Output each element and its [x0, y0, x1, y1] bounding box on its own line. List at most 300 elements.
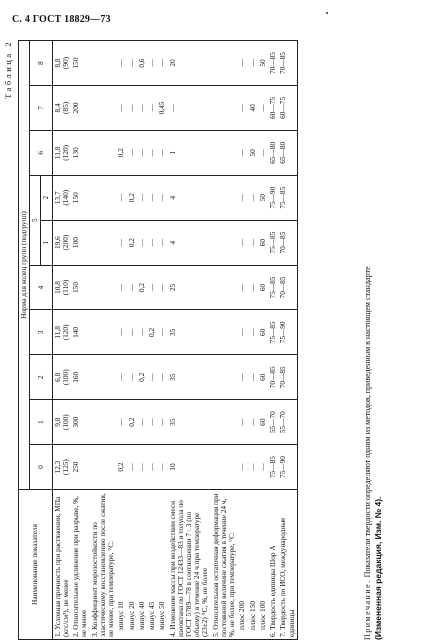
indicator-label: минус 50 — [157, 490, 167, 640]
value-cell — [211, 400, 238, 445]
value-text: 40 — [247, 104, 257, 112]
value-text: 60 — [257, 418, 267, 426]
value-cell — [116, 400, 126, 445]
value-cell — [157, 220, 167, 265]
value-cell — [52, 130, 71, 175]
value-cell — [127, 175, 137, 220]
value-text: 65—80 — [278, 141, 288, 164]
rotated-page-content — [3, 40, 413, 640]
value-cell — [248, 310, 258, 355]
value-text: 70—85 — [278, 52, 288, 74]
table-row — [137, 41, 147, 640]
value-cell — [237, 175, 247, 220]
table-row — [211, 41, 238, 640]
value-text: 60—75 — [268, 96, 278, 119]
value-cell — [268, 265, 278, 310]
value-cell — [248, 41, 258, 86]
value-cell — [52, 355, 71, 400]
value-text: 6,8 — [52, 372, 62, 382]
value-text: — — [157, 328, 167, 337]
value-text: — — [147, 104, 157, 112]
value-cell — [168, 175, 211, 220]
value-cell — [90, 445, 117, 490]
value-text: 75—85 — [278, 186, 288, 209]
value-cell — [137, 220, 147, 265]
value-text: 4 — [167, 195, 177, 200]
value-cell — [90, 265, 117, 310]
value-text: — — [237, 149, 247, 157]
header-subgroup-col: 2 — [41, 175, 52, 220]
value-cell — [248, 400, 258, 445]
value-text: (200) — [60, 234, 70, 251]
value-text: — — [136, 238, 146, 247]
value-cell — [258, 355, 268, 400]
value-text: 75—85 — [268, 276, 278, 299]
scan-speck — [326, 12, 328, 14]
value-cell — [116, 130, 126, 175]
indicator-label: минус 45 — [147, 490, 157, 640]
value-cell — [237, 400, 247, 445]
value-cell — [211, 355, 238, 400]
table-row — [268, 41, 278, 640]
value-cell — [278, 355, 297, 400]
value-cell — [147, 400, 157, 445]
value-text: 35 — [167, 418, 177, 426]
header-group-col: 4 — [30, 265, 52, 310]
value-text: (120) — [60, 324, 70, 341]
value-text: 100 — [71, 237, 81, 249]
value-cell — [211, 445, 238, 490]
value-cell — [258, 85, 268, 130]
value-cell — [137, 355, 147, 400]
page-header: С. 4 ГОСТ 18829—73 — [12, 14, 111, 25]
value-text: — — [147, 373, 157, 381]
value-cell — [211, 175, 238, 220]
value-cell — [168, 400, 211, 445]
value-cell — [116, 175, 126, 220]
value-cell — [90, 310, 117, 355]
value-cell — [71, 41, 89, 86]
value-cell — [147, 220, 157, 265]
indicator-label: 4. Изменение массы при воздействии смеси изооктана по ГОСТ 12433—83 и толуола по ГОСТ 5789—78 в соотношении 7 : 3 (по объему) в течение 24 ч при температуре (23±2) °С, %, не более — [168, 490, 211, 640]
value-text: — — [126, 373, 136, 381]
norms-table — [18, 40, 298, 640]
value-text: — — [237, 463, 247, 471]
value-text: (120) — [60, 144, 70, 161]
value-text: 50 — [257, 194, 267, 202]
value-text: — — [116, 104, 126, 112]
value-text: — — [157, 238, 167, 247]
table-body — [52, 41, 297, 640]
value-text: — — [157, 283, 167, 292]
value-cell — [147, 445, 157, 490]
value-text: — — [147, 194, 157, 202]
value-cell — [268, 220, 278, 265]
value-cell — [237, 265, 247, 310]
value-cell — [268, 445, 278, 490]
table-row — [90, 41, 117, 640]
value-cell — [127, 265, 137, 310]
value-cell — [278, 85, 297, 130]
value-cell — [116, 445, 126, 490]
value-text: — — [126, 149, 136, 157]
value-text: 0,2 — [126, 193, 136, 203]
value-text: — — [116, 194, 126, 202]
value-cell — [268, 175, 278, 220]
header-group-col: 5 — [30, 175, 41, 265]
value-cell — [237, 445, 247, 490]
value-cell — [116, 41, 126, 86]
value-cell — [237, 130, 247, 175]
header-group-col: 0 — [30, 445, 52, 490]
value-cell — [127, 85, 137, 130]
value-cell — [90, 355, 117, 400]
value-text: 0,45 — [157, 101, 167, 115]
value-cell — [258, 310, 268, 355]
value-text: 70—85 — [268, 366, 278, 389]
indicator-label: минус 20 — [127, 490, 137, 640]
value-cell — [157, 130, 167, 175]
value-text: 60 — [257, 283, 267, 292]
value-cell — [52, 41, 71, 86]
value-text: — — [257, 463, 267, 471]
note-edition: (Измененная редакция, Изм. № 4). — [373, 496, 383, 640]
value-cell — [52, 445, 71, 490]
value-text: 75—90 — [278, 321, 288, 344]
value-text: 0,2 — [126, 238, 136, 248]
value-cell — [248, 175, 258, 220]
value-text: 200 — [71, 102, 81, 114]
value-cell — [168, 130, 211, 175]
indicator-label: 1. Условная прочность при растяжении, МПа (кгс/см²), не менее — [52, 490, 71, 640]
table-row — [157, 41, 167, 640]
value-cell — [71, 85, 89, 130]
value-cell — [71, 130, 89, 175]
value-cell — [90, 41, 117, 86]
value-text: — — [157, 194, 167, 202]
value-cell — [157, 355, 167, 400]
value-cell — [90, 85, 117, 130]
value-text: 0,6 — [136, 58, 146, 68]
value-text: — — [116, 328, 126, 337]
value-text: — — [136, 104, 146, 112]
value-text: 75—85 — [268, 231, 278, 254]
value-text: 75—90 — [268, 186, 278, 209]
value-cell — [71, 445, 89, 490]
value-cell — [90, 220, 117, 265]
header-indicator: Наименование показателя — [19, 490, 53, 640]
value-cell — [258, 41, 268, 86]
value-cell — [211, 220, 238, 265]
value-cell — [248, 445, 258, 490]
value-text: 0,2 — [136, 282, 146, 293]
value-cell — [258, 130, 268, 175]
value-text: (100) — [60, 369, 70, 386]
value-cell — [90, 400, 117, 445]
value-cell — [237, 355, 247, 400]
value-cell — [248, 265, 258, 310]
value-text: — — [257, 149, 267, 157]
value-text: 11,8 — [52, 326, 62, 339]
value-text: 8,8 — [52, 58, 62, 68]
note-text: Показатели твердости определяют одним из методов, приведенным в настоящем стандарте — [363, 266, 372, 578]
indicator-label: 2. Относительное удлинение при разрыве, %, не менее — [71, 490, 89, 640]
value-text: — — [147, 463, 157, 471]
value-text: — — [136, 149, 146, 157]
value-text: 10 — [167, 463, 177, 471]
value-cell — [127, 220, 137, 265]
value-text: — — [147, 418, 157, 426]
value-cell — [258, 400, 268, 445]
value-text: — — [126, 59, 136, 67]
header-group-col: 2 — [30, 355, 52, 400]
value-text: — — [126, 463, 136, 471]
value-text: — — [247, 59, 257, 67]
value-cell — [137, 265, 147, 310]
value-cell — [248, 85, 258, 130]
value-text: 4 — [167, 240, 177, 245]
indicator-label: плюс 200 — [237, 490, 247, 640]
indicator-label: 6. Твердость единицы Шор А — [268, 490, 278, 640]
value-text: 35 — [167, 373, 177, 381]
value-text: — — [126, 104, 136, 112]
value-text: (140) — [60, 189, 70, 206]
value-cell — [137, 445, 147, 490]
value-text: 55—70 — [278, 411, 288, 434]
value-text: 55—70 — [268, 411, 278, 434]
value-text: 70—85 — [278, 276, 288, 299]
value-cell — [137, 310, 147, 355]
value-text: 35 — [167, 328, 177, 337]
value-cell — [237, 85, 247, 130]
value-cell — [268, 41, 278, 86]
value-cell — [127, 400, 137, 445]
value-cell — [268, 130, 278, 175]
value-text: — — [157, 418, 167, 426]
value-text: 20 — [167, 59, 177, 67]
value-text: 60 — [257, 373, 267, 381]
value-text: 70—85 — [268, 52, 278, 74]
value-text: — — [116, 59, 126, 67]
value-cell — [147, 355, 157, 400]
value-cell — [71, 355, 89, 400]
value-cell — [168, 220, 211, 265]
value-cell — [278, 310, 297, 355]
value-cell — [157, 400, 167, 445]
header-group-col: 7 — [30, 85, 52, 130]
value-cell — [168, 310, 211, 355]
value-cell — [137, 175, 147, 220]
value-text: 250 — [71, 461, 81, 473]
value-text: — — [247, 283, 257, 292]
value-text: 160 — [71, 371, 81, 383]
value-text: — — [126, 328, 136, 337]
value-text: — — [116, 373, 126, 381]
header-group-col: 8 — [30, 41, 52, 86]
note-label: Примечание. — [363, 579, 372, 640]
value-cell — [116, 310, 126, 355]
value-text: — — [237, 328, 247, 337]
value-cell — [116, 265, 126, 310]
value-cell — [168, 265, 211, 310]
value-text: — — [147, 59, 157, 67]
value-cell — [258, 265, 268, 310]
value-cell — [137, 85, 147, 130]
value-cell — [157, 445, 167, 490]
value-cell — [278, 130, 297, 175]
value-cell — [258, 445, 268, 490]
table-note — [363, 40, 384, 640]
indicator-label: 3. Коэффициент морозостойкости по эластическому восстановлению после сжатия, не менее, при температуре, °С: — [90, 490, 117, 640]
value-cell — [168, 445, 211, 490]
value-cell — [268, 310, 278, 355]
value-text: — — [247, 238, 257, 247]
value-cell — [258, 175, 268, 220]
value-text: — — [136, 194, 146, 202]
value-cell — [127, 130, 137, 175]
value-cell — [147, 85, 157, 130]
value-text: 12,3 — [52, 460, 62, 474]
value-text: (85) — [60, 101, 70, 115]
value-text: 70—85 — [278, 366, 288, 389]
value-text: — — [136, 328, 146, 337]
value-text: — — [237, 418, 247, 426]
value-text: 13,7 — [52, 191, 62, 205]
value-text: — — [237, 283, 247, 292]
value-text: — — [157, 149, 167, 157]
value-text: 75—85 — [268, 456, 278, 478]
value-text: 0,2 — [136, 372, 146, 382]
value-cell — [147, 175, 157, 220]
value-text: — — [257, 104, 267, 112]
table-row — [248, 41, 258, 640]
value-cell — [127, 355, 137, 400]
value-text: — — [116, 283, 126, 292]
value-cell — [90, 175, 117, 220]
value-cell — [127, 445, 137, 490]
value-cell — [237, 220, 247, 265]
value-text: — — [136, 463, 146, 471]
value-text: 150 — [71, 282, 81, 293]
value-cell — [147, 265, 157, 310]
value-cell — [168, 85, 211, 130]
value-text: — — [237, 373, 247, 381]
value-cell — [278, 265, 297, 310]
value-cell — [137, 41, 147, 86]
value-cell — [90, 130, 117, 175]
value-text: — — [247, 194, 257, 202]
value-text: 10,8 — [52, 281, 62, 294]
value-cell — [211, 41, 238, 86]
value-cell — [278, 175, 297, 220]
indicator-label: минус 10 — [116, 490, 126, 640]
value-cell — [147, 310, 157, 355]
value-cell — [52, 310, 71, 355]
value-cell — [268, 355, 278, 400]
value-text: 0,2 — [116, 462, 126, 472]
value-text: (125) — [60, 459, 70, 475]
value-text: 8,4 — [52, 103, 62, 113]
value-cell — [147, 41, 157, 86]
value-text: 25 — [167, 283, 177, 292]
value-text: — — [237, 194, 247, 202]
value-cell — [127, 41, 137, 86]
value-text: 60—75 — [278, 96, 288, 119]
value-cell — [168, 41, 211, 86]
value-text: 75—90 — [278, 456, 288, 478]
header-subgroup-col: 1 — [41, 220, 52, 265]
value-text: — — [147, 283, 157, 292]
value-text: — — [116, 238, 126, 247]
indicator-label: 5. Относительная остаточная деформация при постоянной величине сжатия в течение 24 ч, %, не более, при температуре, °С: — [211, 490, 238, 640]
value-cell — [157, 265, 167, 310]
indicator-label: плюс 100 — [258, 490, 268, 640]
value-cell — [157, 175, 167, 220]
value-text: — — [247, 328, 257, 337]
table-caption: Таблица 2 — [3, 40, 13, 99]
value-text: — — [136, 418, 146, 426]
value-text: 60 — [257, 238, 267, 247]
indicator-label: плюс 150 — [248, 490, 258, 640]
value-cell — [211, 85, 238, 130]
value-cell — [52, 220, 71, 265]
value-text: — — [237, 59, 247, 67]
value-text: 50 — [257, 59, 267, 67]
value-text: 65—80 — [268, 141, 278, 164]
value-text: 140 — [71, 326, 81, 338]
value-cell — [157, 85, 167, 130]
value-text: 130 — [71, 147, 81, 159]
value-text: — — [237, 238, 247, 247]
table-row — [258, 41, 268, 640]
value-cell — [52, 400, 71, 445]
table-row — [127, 41, 137, 640]
value-text: — — [157, 463, 167, 471]
value-cell — [71, 175, 89, 220]
value-text: 19,6 — [52, 236, 62, 249]
value-text: 300 — [71, 416, 81, 428]
table-row — [71, 41, 89, 640]
value-text: — — [237, 104, 247, 112]
value-text: 50 — [247, 149, 257, 157]
value-cell — [52, 175, 71, 220]
value-cell — [248, 220, 258, 265]
value-text: — — [126, 283, 136, 292]
table-row — [168, 41, 211, 640]
value-text: 60 — [257, 328, 267, 337]
value-text: — — [157, 59, 167, 67]
value-cell — [157, 41, 167, 86]
value-text: — — [247, 463, 257, 471]
value-cell — [268, 400, 278, 445]
value-text: — — [247, 418, 257, 426]
table-row — [237, 41, 247, 640]
value-cell — [278, 41, 297, 86]
header-group-col: 6 — [30, 130, 52, 175]
value-text: — — [147, 149, 157, 157]
header-group-col: 1 — [30, 400, 52, 445]
value-text: — — [147, 238, 157, 247]
value-cell — [116, 355, 126, 400]
value-text: 0,2 — [116, 148, 126, 158]
value-cell — [211, 265, 238, 310]
value-cell — [248, 130, 258, 175]
indicator-label: минус 40 — [137, 490, 147, 640]
value-cell — [248, 355, 258, 400]
value-cell — [52, 85, 71, 130]
value-text: 75—85 — [268, 321, 278, 344]
value-cell — [71, 400, 89, 445]
